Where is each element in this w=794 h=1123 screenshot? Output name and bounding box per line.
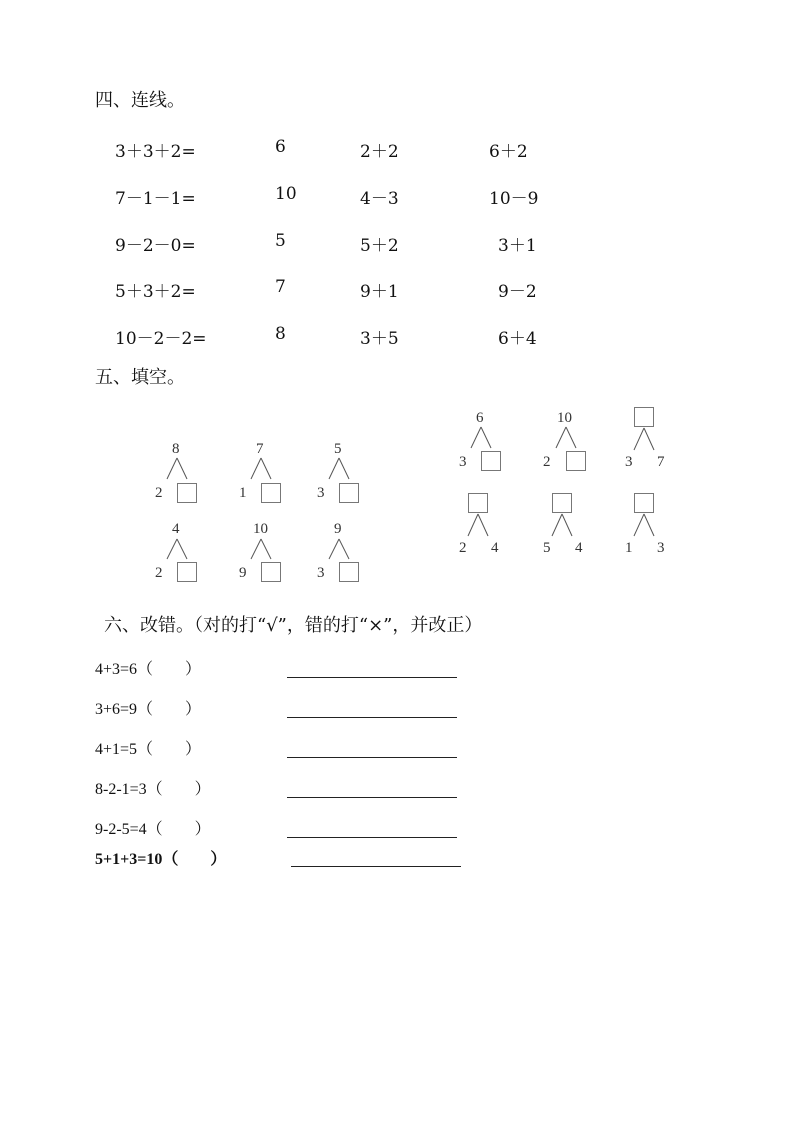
result-number: 8 [275, 324, 286, 344]
bond-part: 3 [625, 454, 633, 470]
bond-part: 2 [155, 485, 163, 501]
match-expression-a: 4－3 [360, 189, 399, 209]
result-number: 10 [275, 184, 297, 204]
bond-whole: 6 [476, 410, 484, 426]
answer-line[interactable] [287, 837, 457, 838]
match-expression-b: 3＋1 [498, 236, 537, 256]
answer-box[interactable] [261, 483, 281, 503]
bond-part: 2 [459, 540, 467, 556]
section4-title: 四、连线。 [95, 90, 185, 111]
answer-box[interactable] [177, 483, 197, 503]
bond-part: 1 [625, 540, 633, 556]
section6-title: 六、改错。（对的打“√”，错的打“×”，并改正） [104, 615, 483, 636]
match-expression-a: 9＋1 [360, 282, 399, 302]
bond-part: 2 [543, 454, 551, 470]
correction-expression: 4+1=5（ ） [95, 741, 202, 758]
answer-box[interactable] [339, 483, 359, 503]
match-expression-a: 2＋2 [360, 142, 399, 162]
bond-part: 3 [317, 485, 325, 501]
correction-expression: 9-2-5=4（ ） [95, 821, 211, 838]
correction-expression: 4+3=6（ ） [95, 661, 202, 678]
bond-whole: 10 [253, 521, 268, 537]
answer-line[interactable] [287, 797, 457, 798]
bond-whole: 8 [172, 441, 180, 457]
bond-part: 2 [155, 565, 163, 581]
bond-whole: 7 [256, 441, 264, 457]
bond-part: 9 [239, 565, 247, 581]
correction-expression: 8-2-1=3（ ） [95, 781, 211, 798]
match-expression-a: 5＋2 [360, 236, 399, 256]
match-expression-a: 3＋5 [360, 329, 399, 349]
match-expression-b: 6＋2 [489, 142, 528, 162]
bond-whole: 10 [557, 410, 572, 426]
answer-box[interactable] [468, 493, 488, 513]
correction-expression: 5+1+3=10（ ） [95, 851, 227, 868]
expression: 9－2－0= [115, 236, 196, 256]
match-expression-b: 10－9 [489, 189, 539, 209]
expression: 5＋3＋2= [115, 282, 196, 302]
bond-part: 1 [239, 485, 247, 501]
bond-part: 4 [491, 540, 499, 556]
result-number: 7 [275, 277, 286, 297]
bond-part: 4 [575, 540, 583, 556]
bond-whole: 9 [334, 521, 342, 537]
bond-part: 5 [543, 540, 551, 556]
bond-part: 3 [459, 454, 467, 470]
result-number: 6 [275, 137, 286, 157]
answer-box[interactable] [481, 451, 501, 471]
answer-line[interactable] [291, 866, 461, 867]
bond-whole: 4 [172, 521, 180, 537]
match-expression-b: 6＋4 [498, 329, 537, 349]
answer-box[interactable] [177, 562, 197, 582]
bond-part: 3 [657, 540, 665, 556]
answer-line[interactable] [287, 717, 457, 718]
answer-line[interactable] [287, 757, 457, 758]
expression: 3＋3＋2= [115, 142, 196, 162]
expression: 10－2－2= [115, 329, 207, 349]
answer-box[interactable] [339, 562, 359, 582]
section5-title: 五、填空。 [95, 367, 185, 388]
bond-part: 3 [317, 565, 325, 581]
answer-box[interactable] [566, 451, 586, 471]
bond-part: 7 [657, 454, 665, 470]
match-expression-b: 9－2 [498, 282, 537, 302]
answer-box[interactable] [634, 493, 654, 513]
answer-box[interactable] [552, 493, 572, 513]
answer-box[interactable] [634, 407, 654, 427]
correction-expression: 3+6=9（ ） [95, 701, 202, 718]
bond-whole: 5 [334, 441, 342, 457]
answer-line[interactable] [287, 677, 457, 678]
expression: 7－1－1= [115, 189, 196, 209]
result-number: 5 [275, 231, 286, 251]
answer-box[interactable] [261, 562, 281, 582]
